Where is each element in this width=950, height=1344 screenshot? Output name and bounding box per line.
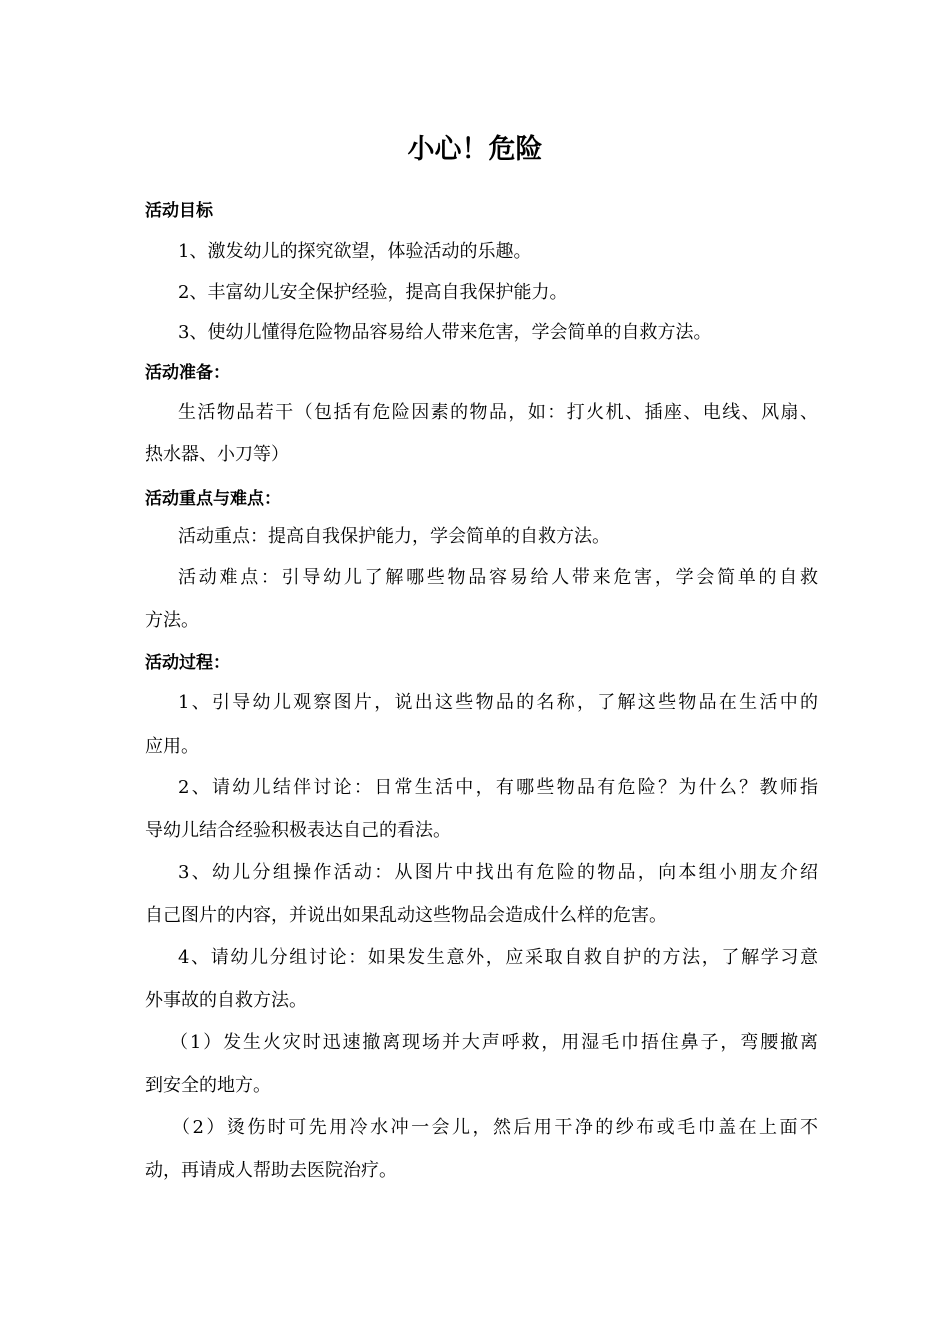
process-step-4-line-1: 4、请幼儿分组讨论：如果发生意外，应采取自救自护的方法，了解学习意: [178, 947, 818, 968]
process-step-2-line-2: 导幼儿结合经验积极表达自己的看法。: [145, 820, 451, 841]
process-heading: 活动过程：: [145, 653, 230, 673]
key-points-heading: 活动重点与难点：: [145, 489, 281, 509]
process-step-4-line-2: 外事故的自救方法。: [145, 990, 307, 1011]
process-step-1-line-2: 应用。: [145, 736, 199, 757]
process-step-2-line-1: 2、请幼儿结伴讨论：日常生活中，有哪些物品有危险？为什么？教师指: [178, 777, 818, 798]
goal-item-3: 3、使幼儿懂得危险物品容易给人带来危害，学会简单的自救方法。: [178, 322, 712, 343]
goals-heading: 活动目标: [145, 201, 213, 221]
preparation-heading: 活动准备：: [145, 363, 230, 383]
difficulty-text-line-2: 方法。: [145, 610, 199, 631]
preparation-text-line-2: 热水器、小刀等）: [145, 444, 289, 465]
process-sub-2-line-1: （2）烫伤时可先用冷水冲一会儿，然后用干净的纱布或毛巾盖在上面不: [172, 1117, 818, 1138]
preparation-text-line-1: 生活物品若干（包括有危险因素的物品，如：打火机、插座、电线、风扇、: [178, 402, 818, 423]
process-sub-1-line-1: （1）发生火灾时迅速撤离现场并大声呼救，用湿毛巾捂住鼻子，弯腰撤离: [170, 1032, 818, 1053]
process-step-3-line-1: 3、幼儿分组操作活动：从图片中找出有危险的物品，向本组小朋友介绍: [178, 862, 818, 883]
process-step-3-line-2: 自己图片的内容，并说出如果乱动这些物品会造成什么样的危害。: [145, 905, 667, 926]
process-step-1-line-1: 1、引导幼儿观察图片，说出这些物品的名称，了解这些物品在生活中的: [178, 692, 818, 713]
goal-item-1: 1、激发幼儿的探究欲望，体验活动的乐趣。: [178, 241, 532, 262]
process-sub-2-line-2: 动，再请成人帮助去医院治疗。: [145, 1160, 397, 1181]
difficulty-text-line-1: 活动难点：引导幼儿了解哪些物品容易给人带来危害，学会简单的自救: [178, 567, 818, 588]
focus-text: 活动重点：提高自我保护能力，学会简单的自救方法。: [178, 526, 610, 547]
document-title: 小心！危险: [407, 134, 543, 165]
goal-item-2: 2、丰富幼儿安全保护经验，提高自我保护能力。: [178, 282, 568, 303]
process-sub-1-line-2: 到安全的地方。: [145, 1075, 271, 1096]
